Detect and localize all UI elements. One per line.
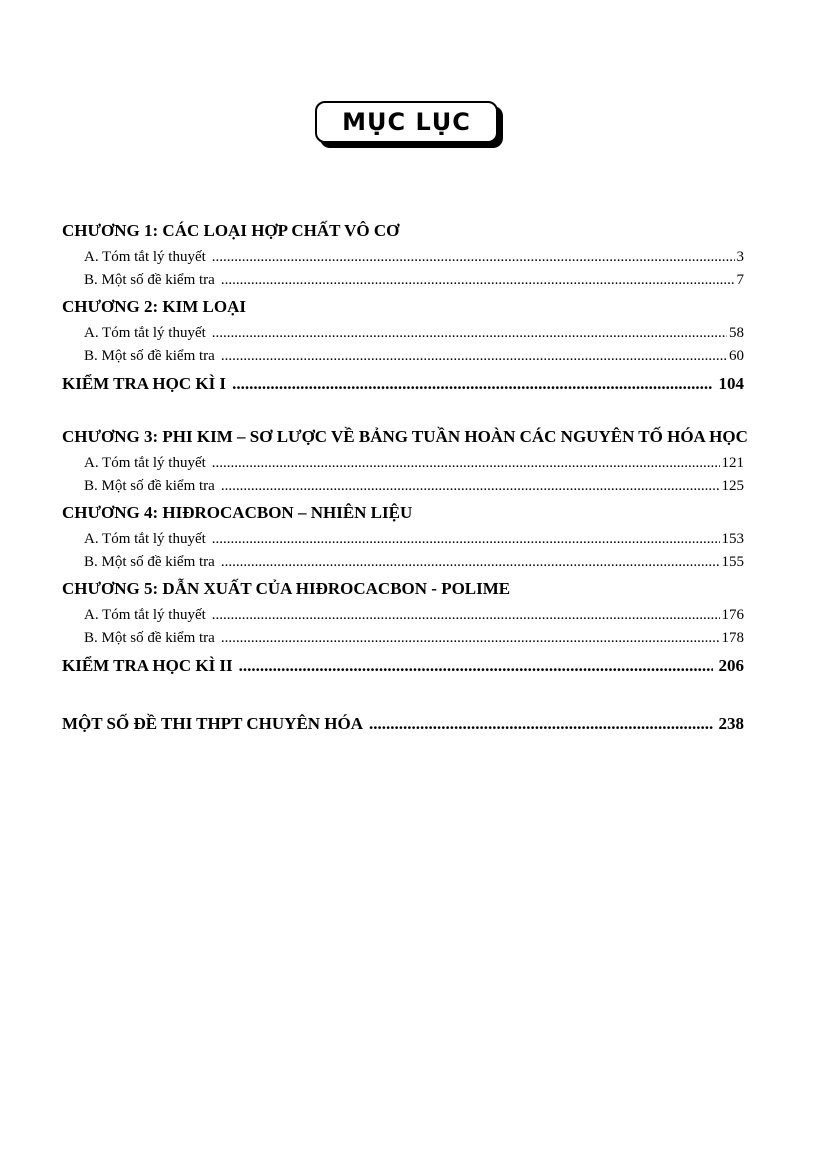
dot-leader	[232, 374, 712, 394]
toc-entry-ch4-b[interactable]	[62, 554, 744, 571]
dot-leader	[221, 348, 727, 365]
dot-leader	[239, 656, 713, 676]
entry-label: A. Tóm tắt lý thuyết	[84, 249, 206, 265]
toc-entry-ch2-a[interactable]	[62, 325, 744, 342]
entry-page: 125	[721, 478, 744, 494]
toc-chapter-4[interactable]	[62, 503, 744, 523]
chapter-title: CHƯƠNG 5: DẪN XUẤT CỦA HIĐROCACBON - POLIME	[62, 579, 511, 598]
page-title: MỤC LỤC	[315, 101, 498, 143]
entry-label: A. Tóm tắt lý thuyết	[84, 607, 206, 623]
entry-label: A. Tóm tắt lý thuyết	[84, 325, 206, 341]
entry-label: MỘT SỐ ĐỀ THI THPT CHUYÊN HÓA	[62, 714, 364, 733]
title-badge	[315, 101, 498, 143]
toc-entry-ch3-b[interactable]	[62, 478, 744, 495]
dot-leader	[212, 531, 720, 548]
toc-exams-specialized[interactable]	[62, 714, 744, 734]
toc-entry-ch1-a[interactable]	[62, 249, 744, 266]
entry-page: 58	[729, 325, 744, 341]
entry-label: A. Tóm tắt lý thuyết	[84, 531, 206, 547]
entry-page: 104	[718, 374, 744, 393]
entry-page: 3	[736, 249, 744, 265]
toc-exam-hk1[interactable]	[62, 374, 744, 394]
dot-leader	[369, 714, 712, 734]
toc-entry-ch1-b[interactable]	[62, 272, 744, 289]
chapter-title: CHƯƠNG 3: PHI KIM – SƠ LƯỢC VỀ BẢNG TUẦN HOÀN CÁC NGUYÊN TỐ HÓA HỌC	[62, 427, 748, 446]
dot-leader	[221, 478, 720, 495]
dot-leader	[221, 630, 720, 647]
dot-leader	[221, 272, 735, 289]
dot-leader	[212, 607, 720, 624]
entry-label: B. Một số đề kiểm tra	[84, 554, 215, 570]
toc-chapter-3[interactable]	[62, 427, 748, 447]
chapter-title: CHƯƠNG 1: CÁC LOẠI HỢP CHẤT VÔ CƠ	[62, 221, 400, 240]
chapter-title: CHƯƠNG 2: KIM LOẠI	[62, 297, 247, 316]
entry-page: 206	[718, 656, 744, 675]
toc-entry-ch5-a[interactable]	[62, 607, 744, 624]
entry-page: 238	[718, 714, 744, 733]
entry-label: B. Một số đề kiểm tra	[84, 348, 215, 364]
entry-label: B. Một số đề kiểm tra	[84, 478, 215, 494]
toc-entry-ch4-a[interactable]	[62, 531, 744, 548]
toc-chapter-1[interactable]	[62, 221, 744, 241]
entry-page: 153	[721, 531, 744, 547]
dot-leader	[221, 554, 720, 571]
toc-entry-ch2-b[interactable]	[62, 348, 744, 365]
toc-chapter-2[interactable]	[62, 297, 744, 317]
entry-page: 155	[721, 554, 744, 570]
entry-label: KIỂM TRA HỌC KÌ I	[62, 374, 227, 393]
dot-leader	[212, 325, 727, 342]
toc-entry-ch5-b[interactable]	[62, 630, 744, 647]
entry-label: KIỂM TRA HỌC KÌ II	[62, 656, 233, 675]
entry-page: 121	[721, 455, 744, 471]
dot-leader	[212, 249, 735, 266]
entry-page: 7	[736, 272, 744, 288]
dot-leader	[212, 455, 720, 472]
entry-page: 178	[721, 630, 744, 646]
toc-entry-ch3-a[interactable]	[62, 455, 744, 472]
entry-label: B. Một số đề kiểm tra	[84, 272, 215, 288]
entry-page: 176	[721, 607, 744, 623]
entry-label: A. Tóm tắt lý thuyết	[84, 455, 206, 471]
entry-page: 60	[729, 348, 744, 364]
toc-exam-hk2[interactable]	[62, 656, 744, 676]
entry-label: B. Một số đề kiểm tra	[84, 630, 215, 646]
chapter-title: CHƯƠNG 4: HIĐROCACBON – NHIÊN LIỆU	[62, 503, 413, 522]
toc-chapter-5[interactable]	[62, 579, 744, 599]
